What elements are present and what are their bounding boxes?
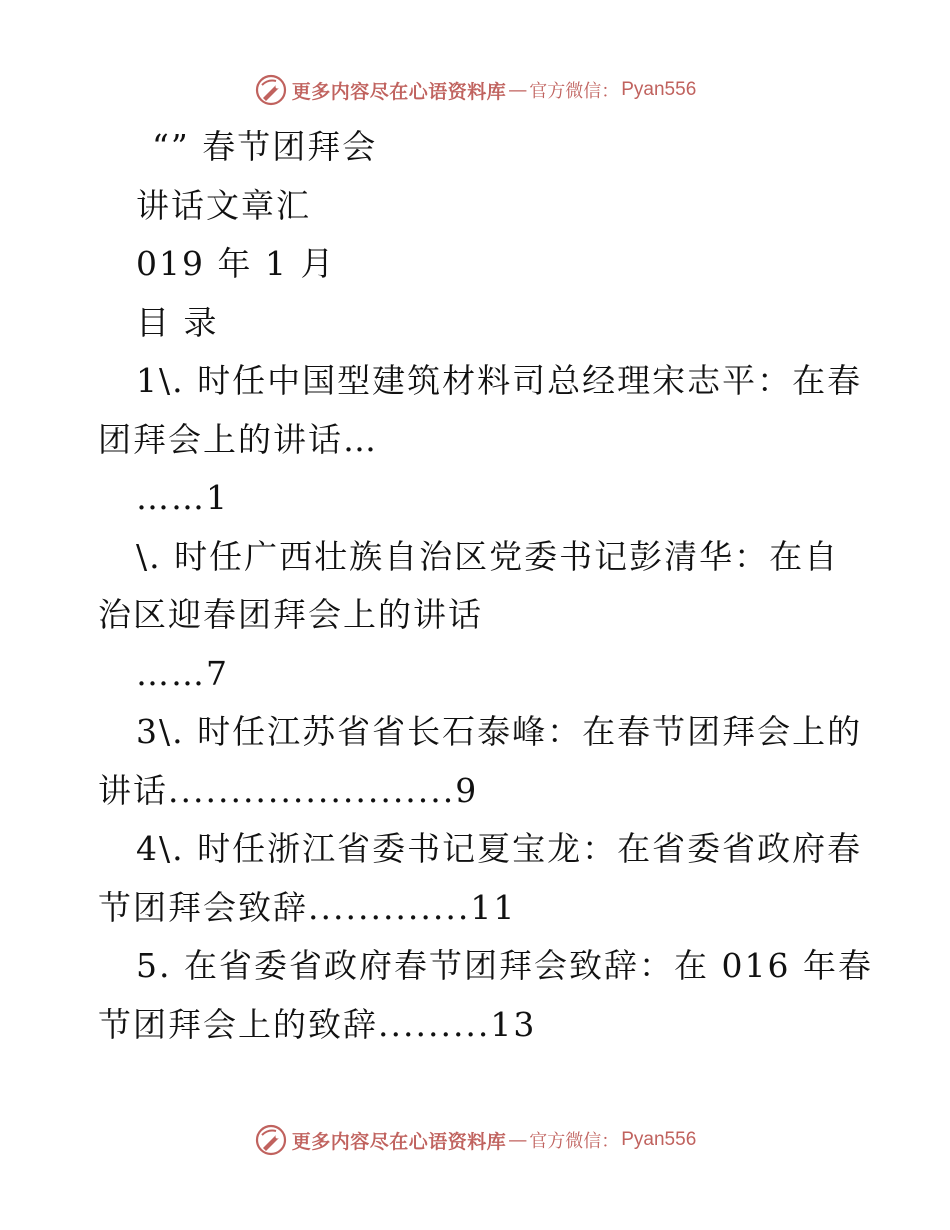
document-subtitle: 讲话文章汇 <box>136 185 311 225</box>
toc-entry-continuation: 节团拜会上的致辞.........13 <box>98 1004 537 1044</box>
toc-entry-continuation: 节团拜会致辞.............11 <box>98 887 517 927</box>
watermark-text: 更多内容尽在心语资料库 <box>291 1130 507 1153</box>
toc-entry-title: \. 时任广西壮族自治区党委书记彭清华：在自 <box>136 536 840 576</box>
toc-entry-page: ……1 <box>136 478 229 517</box>
toc-entry-title: 4\. 时任浙江省委书记夏宝龙：在省委省政府春 <box>136 829 863 868</box>
watermark-label: 官方微信： <box>529 81 620 102</box>
watermark-label: 官方微信： <box>529 1131 620 1152</box>
toc-entry <box>98 528 858 704</box>
document-body <box>98 118 873 1054</box>
toc-entry <box>98 937 873 1054</box>
toc-entry <box>98 703 863 820</box>
watermark-id: Pyan556 <box>621 1129 697 1150</box>
watermark-id: Pyan556 <box>621 79 697 100</box>
toc-entry-continuation: 团拜会上的讲话… <box>98 419 378 459</box>
pen-nib-icon <box>254 73 288 107</box>
toc-entry-continuation: 讲话.......................9 <box>98 770 479 810</box>
toc-entry-continuation: 治区迎春团拜会上的讲话 <box>98 595 483 634</box>
document-date: 019 年 1 月 <box>136 244 336 283</box>
footer-watermark <box>0 1120 950 1160</box>
watermark-text: 更多内容尽在心语资料库 <box>291 80 507 103</box>
toc-entry <box>98 820 863 937</box>
watermark-dash: — <box>508 1129 528 1151</box>
toc-entry-title: 1\. 时任中国型建筑材料司总经理宋志平：在春 <box>136 361 863 400</box>
header-watermark <box>0 70 950 110</box>
document-title: “” 春节团拜会 <box>152 127 378 166</box>
toc-entry-title: 5. 在省委省政府春节团拜会致辞：在 016 年春 <box>136 946 873 985</box>
watermark-dash: — <box>508 79 528 101</box>
toc-entry-page: ……7 <box>136 653 229 693</box>
toc-entry <box>98 352 863 528</box>
toc-heading: 目 录 <box>136 302 219 342</box>
pen-nib-icon <box>254 1123 288 1157</box>
toc-entry-title: 3\. 时任江苏省省长石泰峰：在春节团拜会上的 <box>136 712 863 751</box>
